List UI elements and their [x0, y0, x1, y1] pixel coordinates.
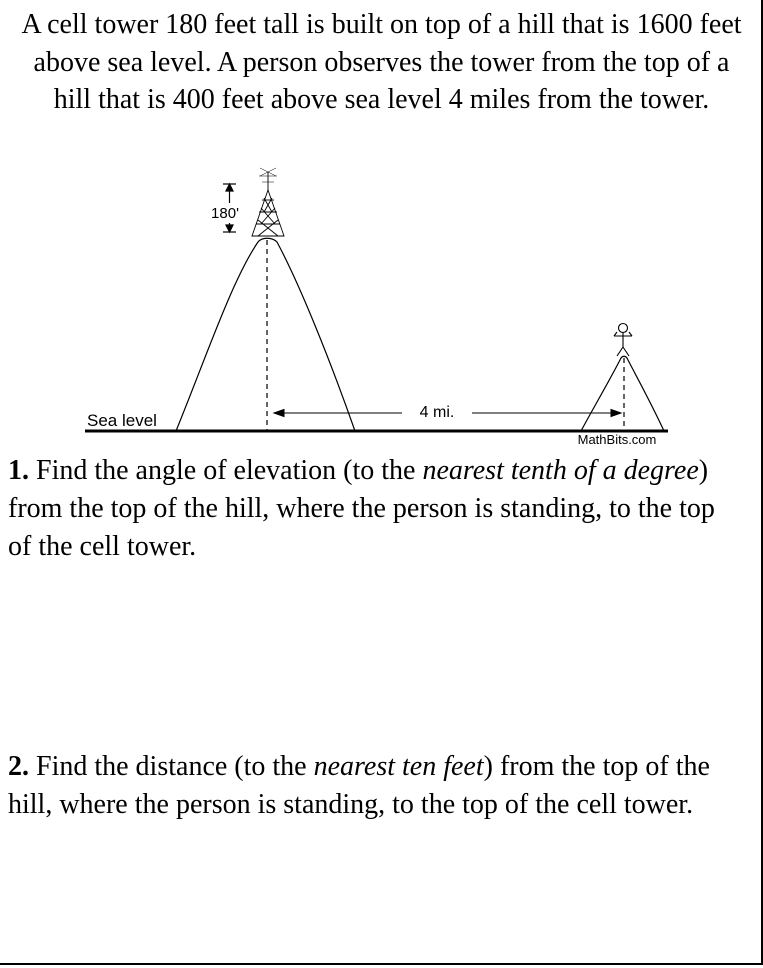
question-1-emphasis: nearest tenth of a degree: [422, 455, 699, 486]
question-2-text-before: Find the distance (to the: [29, 751, 314, 782]
mathbits-watermark: MathBits.com: [577, 432, 657, 447]
hill-tower-diagram: [0, 155, 763, 450]
question-2: [8, 748, 743, 824]
sea-level-label: Sea level: [87, 411, 157, 430]
cell-tower-icon: [252, 168, 284, 236]
person-icon: [614, 324, 632, 357]
question-1: [8, 452, 743, 566]
tall-hill: [176, 238, 355, 431]
small-hill: [581, 356, 664, 431]
distance-label: 4 mi.: [419, 404, 455, 421]
problem-intro: A cell tower 180 feet tall is built on top of a hill that is 1600 feet above sea level. A person observes the tower from the top of a hill that is 400 feet above sea level 4 miles from the tower.: [21, 9, 742, 115]
question-1-text-after: ) from the top of the hill, where the person is standing, to the top of the cell tower.: [8, 455, 715, 562]
question-1-number: 1.: [8, 455, 29, 486]
question-2-number: 2.: [8, 751, 29, 782]
tower-height-label: 180': [211, 205, 239, 222]
question-2-text-after: ) from the top of the hill, where the person is standing, to the top of the cell tower.: [8, 751, 710, 820]
question-1-text-before: Find the angle of elevation (to the: [29, 455, 423, 486]
question-2-emphasis: nearest ten feet: [313, 751, 484, 782]
